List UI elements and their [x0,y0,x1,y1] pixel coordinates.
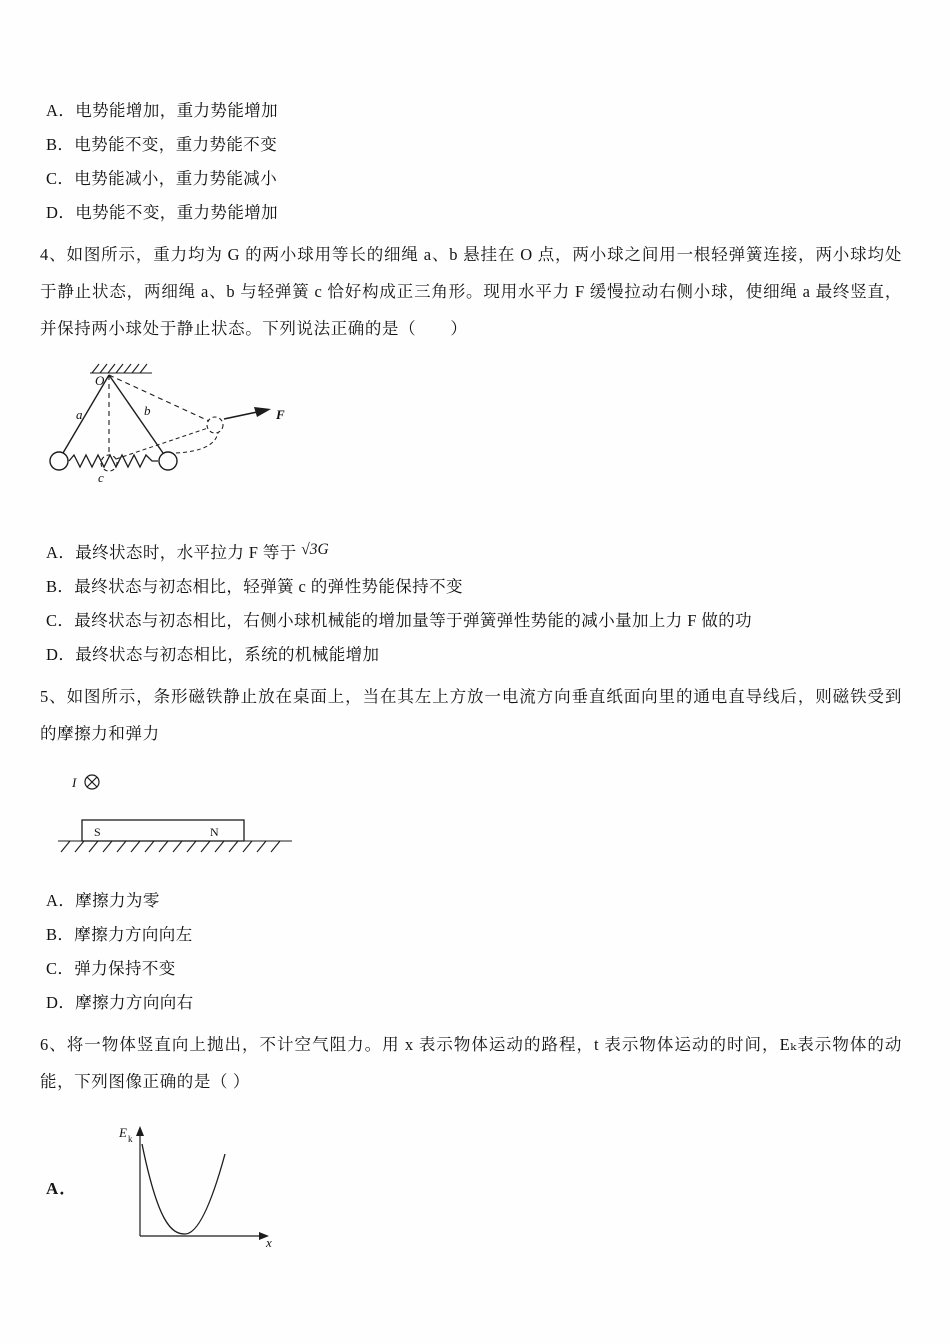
q4-option-d: D．最终状态与初态相比，系统的机械能增加 [46,645,380,664]
x-axis-label: x [266,1235,273,1250]
question6-section [40,1026,902,1250]
ball-right-final-dashed [207,417,223,433]
q6-option-a-row [40,1122,902,1250]
spring-c-label: c [98,470,104,485]
point-o-label: O [95,373,105,388]
magnet-south-label: S [94,825,101,839]
current-into-page-icon [85,775,99,789]
q5-option-d: D．摩擦力方向向右 [46,993,194,1012]
table-surface [58,841,292,852]
q5-option-a: A．摩擦力为零 [46,891,160,910]
q3-option-a: A．电势能增加，重力势能增加 [46,101,279,120]
y-axis-label-sub: k [128,1134,133,1144]
bar-magnet [82,820,244,841]
sqrt3G-formula: √3G [301,541,329,558]
motion-arc-dashed [176,433,218,453]
rope-a-label: a [76,407,83,422]
rope-a [63,375,109,453]
q5-figure-wrap [52,770,902,862]
force-label: F [276,407,285,422]
rope-b [109,375,163,453]
q5-option-b: B．摩擦力方向向左 [46,925,193,944]
q6-graph-figure [113,1122,281,1250]
q5-option-c: C．弹力保持不变 [46,959,176,978]
q6-stem: 6、将一物体竖直向上抛出，不计空气阻力。用 x 表示物体运动的路程，t 表示物体运动的时间，Eₖ表示物体的动能，下列图像正确的是（ ） [40,1035,902,1091]
rope-b-final-dashed [109,375,209,421]
question4-section [40,236,902,665]
question5-section [40,678,902,1013]
ceiling-hatch [90,364,152,373]
ball-left [50,452,68,470]
question3-options [40,100,902,223]
q4-option-a-text: A．最终状态时，水平拉力 F 等于 [46,543,297,562]
current-label: I [72,775,77,790]
q6-option-a-label: A． [46,1178,78,1198]
q4-option-a [40,539,902,563]
q3-option-b: B．电势能不变，重力势能不变 [46,135,278,154]
y-axis-label-main: E [119,1125,128,1140]
magnet-north-label: N [210,825,219,839]
force-arrowhead [254,407,271,417]
q4-option-c: C．最终状态与初态相比，右侧小球机械能的增加量等于弹簧弹性势能的减小量加上力 F 做的功 [46,611,753,630]
q4-stem: 4、如图所示，重力均为 G 的两小球用等长的细绳 a、b 悬挂在 O 点，两小球之间用一根轻弹簧连接，两小球均处于静止状态，两细绳 a、b 与轻弹簧 c 恰好构成正三角形。现用水平力 F 缓慢拉动右侧小球，使细绳 a 最终竖直，并保持两小球处于静止状态。下列说法正确的是（ ） [40,245,902,338]
q4-option-b: B．最终状态与初态相比，轻弹簧 c 的弹性势能保持不变 [46,577,463,596]
q3-option-c: C．电势能减小，重力势能减小 [46,169,278,188]
ek-curve [142,1144,225,1234]
q5-figure [52,770,307,862]
q4-figure [46,357,308,509]
y-axis-arrowhead [136,1126,144,1136]
rope-b-label: b [144,403,151,418]
q3-option-d: D．电势能不变，重力势能增加 [46,203,279,222]
q4-figure-wrap [46,357,902,509]
q5-stem: 5、如图所示，条形磁铁静止放在桌面上，当在其左上方放一电流方向垂直纸面向里的通电直导线后，则磁铁受到的摩擦力和弹力 [40,687,902,743]
ball-right [159,452,177,470]
